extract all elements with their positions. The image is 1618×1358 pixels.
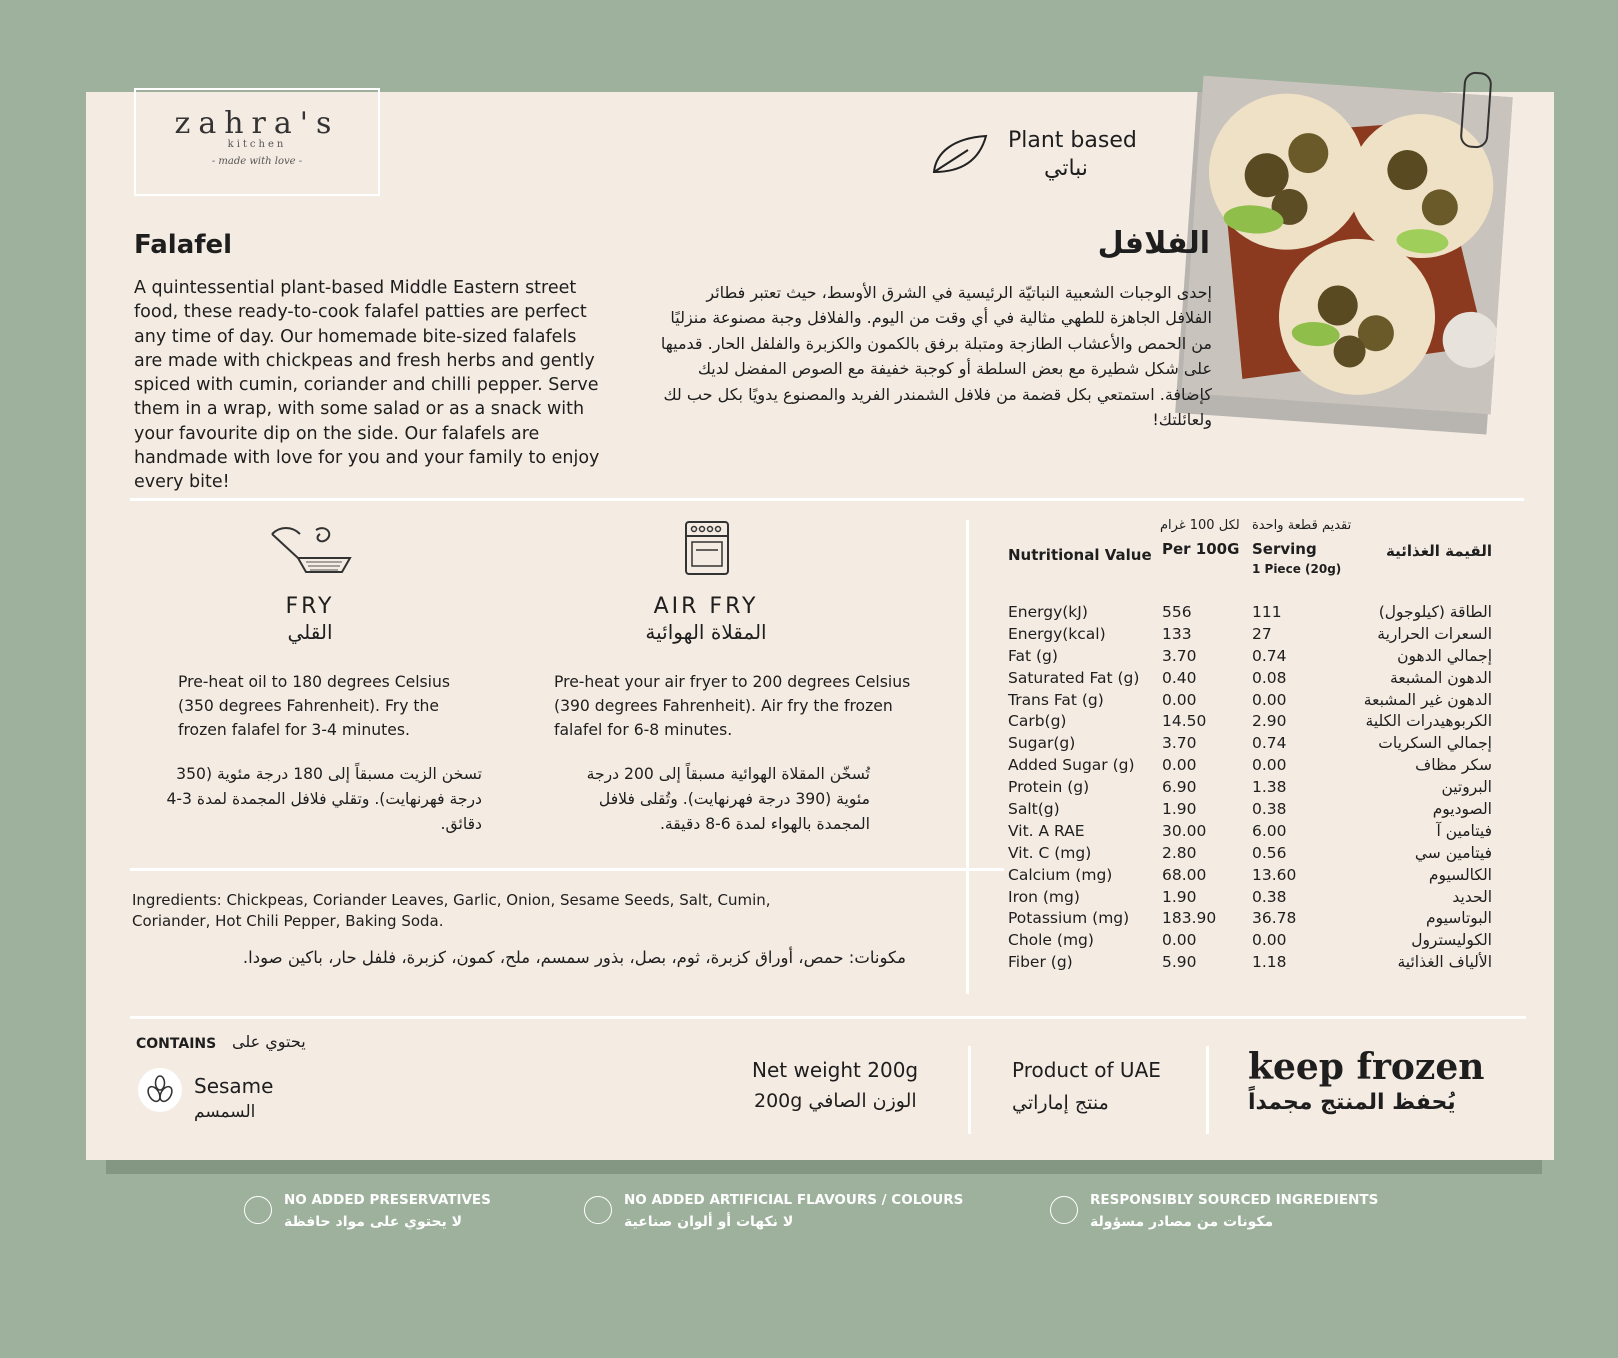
brand-name: zahra's: [174, 106, 340, 141]
origin-en: Product of UAE: [1012, 1058, 1161, 1082]
nutrient-name-ar: البروتين: [1441, 778, 1492, 797]
divider-storage: [1206, 1046, 1209, 1134]
value-per-100g: 3.70: [1162, 646, 1197, 665]
nutrient-name-ar: الحديد: [1452, 887, 1492, 906]
nutrition-row: [1008, 624, 1548, 646]
airfry-instructions-en: Pre-heat your air fryer to 200 degrees Celsius (390 degrees Fahrenheit). Air fry the frozen falafel for 6-8 minutes.: [554, 673, 911, 739]
nutrient-name-en: Vit. A RAE: [1008, 821, 1085, 840]
nutrition-row: [1008, 777, 1548, 799]
product-title-ar: الفلافل: [1097, 226, 1210, 261]
ingredients-ar: مكونات: حمص، أوراق كزبرة، ثوم، بصل، بذور سمسم، ملح، كمون، كزبرة، فلفل حار، باكين صودا.: [242, 948, 906, 967]
value-per-100g: 0.40: [1162, 668, 1197, 687]
nutrition-row: [1008, 711, 1548, 733]
nutrition-row: [1008, 821, 1548, 843]
nutrition-row: [1008, 690, 1548, 712]
value-per-100g: 0.00: [1162, 931, 1197, 950]
brand-tagline: - made with love -: [211, 156, 303, 167]
ingredients-en: Ingredients: Chickpeas, Coriander Leaves, Garlic, Onion, Sesame Seeds, Salt, Cumin, Coriander, Hot Chili Pepper, Baking Soda.: [132, 891, 771, 930]
sesame-icon: [138, 1068, 182, 1112]
no-preservatives-icon: [244, 1196, 272, 1224]
value-per-100g: 0.00: [1162, 690, 1197, 709]
value-per-serving: 111: [1252, 603, 1282, 621]
plant-based-badge: [924, 128, 1204, 188]
value-per-serving: 0.56: [1252, 843, 1287, 862]
nutrient-name-ar: الدهون المشبعة: [1390, 668, 1492, 687]
value-per-serving: 0.38: [1252, 887, 1287, 906]
nutrition-row: [1008, 602, 1548, 624]
value-per-serving: 36.78: [1252, 909, 1297, 928]
serving-header-en: Serving: [1252, 540, 1317, 558]
value-per-serving: 0.00: [1252, 690, 1287, 709]
value-per-100g: 183.90: [1162, 909, 1217, 928]
nutrient-name-ar: الكالسيوم: [1428, 865, 1492, 884]
nutrient-name-ar: فيتامين سي: [1414, 843, 1492, 862]
fry-instructions-en: Pre-heat oil to 180 degrees Celsius (350 degrees Fahrenheit). Fry the frozen falafel for 3-4 minutes.: [178, 673, 451, 739]
nutrient-name-ar: إجمالي الدهون: [1397, 646, 1492, 665]
product-title-en: Falafel: [134, 230, 233, 260]
nutrient-name-en: Calcium (mg): [1008, 865, 1113, 884]
nutrition-row: [1008, 930, 1548, 952]
divider-bottom: [130, 1016, 1526, 1019]
nutrient-name-en: Trans Fat (g): [1008, 690, 1104, 709]
divider-ingredients: [130, 868, 1004, 871]
value-per-serving: 0.74: [1252, 646, 1287, 665]
value-per-100g: 0.00: [1162, 756, 1197, 775]
value-per-serving: 6.00: [1252, 821, 1287, 840]
nutrition-rows: [1008, 602, 1548, 974]
product-description-ar: إحدى الوجبات الشعبية النباتيّة الرئيسية في الشرق الأوسط، حيث تعتبر فطائر الفلافل الجاهزة للطهي مثالية في أي وقت من اليوم. والفلافل وجبة مصنوعة منزليًا من الحمص والأعشاب الطازجة ومتبلة برفق بالكمون والكزبرة والفلفل الحار. قدميها على شكل شطيرة مع بعض السلطة أو كوجبة خفيفة مع الصوص المفضل لديك كإضافة. استمتعي بكل قضمة من فلافل الشمندر الفريد والمصنوع يدويًا بكل حب لك ولعائلتك!: [660, 283, 1212, 430]
product-label-card: [86, 92, 1554, 1160]
nutrient-name-ar: فيتامين آ: [1436, 821, 1492, 840]
badge-text-ar: مكونات من مصادر مسؤولة: [1090, 1214, 1274, 1230]
nutrition-header-ar: القيمة الغذائية: [1386, 542, 1492, 560]
value-per-100g: 14.50: [1162, 712, 1207, 731]
no-artificial-icon: [584, 1196, 612, 1224]
nutrient-name-ar: الطاقة (كيلوجول): [1378, 603, 1492, 621]
value-per-serving: 1.18: [1252, 953, 1287, 972]
value-per-100g: 3.70: [1162, 734, 1197, 753]
product-description-en: A quintessential plant-based Middle Eastern street food, these ready-to-cook falafel patties are perfect any time of day. Our homemade bite-sized falafels are made with chickpeas and fresh herbs and gently spiced with cumin, coriander and chilli pepper. Serve them in a wrap, with some salad or as a snack with your favourite dip on the side. Our falafels are handmade with love for you and your family to enjoy every bite!: [134, 278, 600, 493]
nutrient-name-ar: الألياف الغذائية: [1397, 953, 1492, 972]
net-weight-ar: الوزن الصافي 200g: [754, 1090, 917, 1112]
nutrient-name-en: Salt(g): [1008, 800, 1060, 819]
badge-text-en: NO ADDED PRESERVATIVES: [284, 1192, 491, 1208]
value-per-100g: 2.80: [1162, 843, 1197, 862]
nutrient-name-en: Added Sugar (g): [1008, 756, 1135, 775]
serving-size: 1 Piece (20g): [1252, 562, 1342, 576]
nutrient-name-en: Iron (mg): [1008, 887, 1080, 906]
nutrient-name-en: Fat (g): [1008, 646, 1058, 665]
value-per-100g: 1.90: [1162, 887, 1197, 906]
value-per-serving: 2.90: [1252, 712, 1287, 731]
nutrient-name-en: Chole (mg): [1008, 931, 1094, 950]
nutrient-name-en: Protein (g): [1008, 778, 1090, 797]
value-per-serving: 27: [1252, 624, 1272, 643]
nutrition-row: [1008, 733, 1548, 755]
badge-text-ar: لا يحتوي على مواد حافظة: [284, 1214, 463, 1230]
badge-text-en: RESPONSIBLY SOURCED INGREDIENTS: [1090, 1192, 1379, 1208]
nutrition-row: [1008, 646, 1548, 668]
nutrient-name-ar: الدهون غير المشبعة: [1363, 690, 1492, 709]
origin-ar: منتج إماراتي: [1012, 1092, 1109, 1114]
value-per-serving: 0.74: [1252, 734, 1287, 753]
value-per-100g: 1.90: [1162, 800, 1197, 819]
contains-label-en: CONTAINS: [136, 1036, 217, 1052]
nutrition-row: [1008, 908, 1548, 930]
nutrient-name-ar: الصوديوم: [1432, 800, 1492, 819]
value-per-serving: 13.60: [1252, 865, 1297, 884]
value-per-100g: 5.90: [1162, 953, 1197, 972]
per100-header-en: Per 100G: [1162, 540, 1240, 558]
nutrition-row: [1008, 799, 1548, 821]
allergen-sesame-ar: السمسم: [194, 1102, 256, 1122]
nutrition-header-en: Nutritional Value: [1008, 546, 1152, 564]
value-per-100g: 6.90: [1162, 778, 1197, 797]
brand-logo: [134, 88, 380, 196]
nutrition-row: [1008, 755, 1548, 777]
storage-ar: يُحفظ المنتج مجمداً: [1248, 1090, 1456, 1115]
net-weight-en: Net weight 200g: [752, 1058, 919, 1082]
leaf-icon: [930, 132, 990, 178]
nutrient-name-ar: البوتاسيوم: [1425, 909, 1492, 928]
nutrient-name-ar: السعرات الحرارية: [1377, 624, 1492, 643]
value-per-serving: 0.08: [1252, 668, 1287, 687]
contains-label-ar: يحتوي على: [232, 1032, 306, 1051]
nutrient-name-ar: سكر مظاف: [1415, 756, 1492, 775]
plant-based-en: Plant based: [1008, 128, 1137, 153]
airfry-title-ar: المقلاة الهوائية: [645, 620, 767, 644]
nutrient-name-en: Vit. C (mg): [1008, 843, 1092, 862]
nutrient-name-en: Sugar(g): [1008, 734, 1076, 753]
nutrient-name-en: Potassium (mg): [1008, 909, 1130, 928]
claims-badges: [0, 1190, 1618, 1250]
value-per-serving: 0.00: [1252, 931, 1287, 950]
storage-en: keep frozen: [1248, 1046, 1485, 1088]
nutrient-name-en: Carb(g): [1008, 712, 1067, 731]
paper-clip-icon: [1459, 71, 1492, 149]
divider-top: [130, 498, 1524, 501]
brand-sub: kitchen: [227, 139, 287, 150]
nutrition-row: [1008, 887, 1548, 909]
responsibly-sourced-icon: [1050, 1196, 1078, 1224]
air-fryer-icon: [684, 520, 730, 582]
allergen-sesame-en: Sesame: [194, 1074, 274, 1098]
nutrient-name-ar: الكوليسترول: [1411, 931, 1492, 950]
value-per-serving: 0.38: [1252, 800, 1287, 819]
divider-vertical-nutrition: [966, 520, 969, 994]
divider-origin: [968, 1046, 971, 1134]
fry-title-en: FRY: [285, 594, 335, 619]
value-per-100g: 133: [1162, 624, 1192, 643]
nutrition-row: [1008, 952, 1548, 974]
fry-title-ar: القلي: [287, 620, 333, 644]
airfry-title-en: AIR FRY: [653, 594, 759, 619]
value-per-serving: 1.38: [1252, 778, 1287, 797]
value-per-100g: 30.00: [1162, 821, 1207, 840]
airfry-instructions-ar: تُسخّن المقلاة الهوائية مسبقاً إلى 200 درجة مئوية (390 درجة فهرنهايت). وتُقلى فلافل المجمدة بالهواء لمدة 6-8 دقيقة.: [586, 765, 870, 833]
fry-instructions-ar: تسخن الزيت مسبقاً إلى 180 درجة مئوية (350 درجة فهرنهايت). وتقلي فلافل المجمدة لمدة 3-4 دقائق.: [166, 765, 482, 833]
value-per-100g: 556: [1162, 603, 1192, 621]
nutrient-name-en: Fiber (g): [1008, 953, 1073, 972]
nutrient-name-ar: الكربوهيدرات الكلية: [1365, 712, 1492, 731]
nutrient-name-ar: إجمالي السكريات: [1378, 734, 1492, 753]
badge-text-ar: لا نكهات أو ألوان صناعية: [624, 1214, 794, 1230]
plant-based-ar: نباتي: [1044, 156, 1088, 181]
fryer-basket-icon: [270, 524, 352, 582]
nutrition-row: [1008, 843, 1548, 865]
value-per-100g: 68.00: [1162, 865, 1207, 884]
nutrient-name-en: Saturated Fat (g): [1008, 668, 1140, 687]
per100-header-ar: لكل 100 غرام: [1160, 518, 1240, 533]
nutrient-name-en: Energy(kcal): [1008, 624, 1106, 643]
nutrition-row: [1008, 865, 1548, 887]
serving-header-ar: تقديم قطعة واحدة: [1252, 518, 1352, 533]
nutrient-name-en: Energy(kJ): [1008, 603, 1088, 621]
badge-text-en: NO ADDED ARTIFICIAL FLAVOURS / COLOURS: [624, 1192, 964, 1208]
value-per-serving: 0.00: [1252, 756, 1287, 775]
nutrition-row: [1008, 668, 1548, 690]
